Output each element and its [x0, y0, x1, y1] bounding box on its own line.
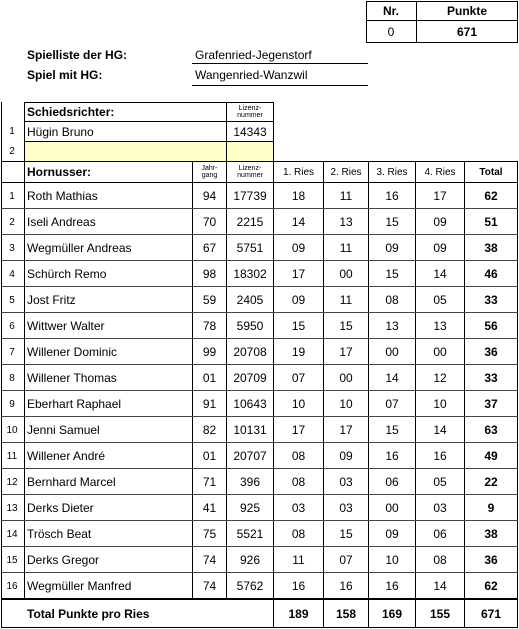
- ries1-score: 14: [291, 215, 306, 229]
- player-index: 4: [9, 268, 15, 280]
- player-year: 41: [202, 501, 217, 515]
- ries3-score: 14: [385, 371, 399, 385]
- ries4-score: 14: [433, 423, 447, 437]
- divider: [192, 63, 368, 64]
- player-index: 9: [9, 398, 15, 410]
- ries3-score: 00: [385, 501, 399, 515]
- player-total: 38: [484, 241, 498, 255]
- referee-index: 1: [9, 126, 15, 137]
- spiel-mit-value: Wangenried-Wanzwil: [195, 68, 308, 82]
- player-name: Trösch Beat: [27, 527, 92, 541]
- referee-index: 2: [9, 146, 15, 157]
- player-index: 16: [6, 580, 18, 592]
- total-ries3: 169: [381, 606, 403, 621]
- ries4-score: 09: [433, 215, 447, 229]
- player-name: Iseli Andreas: [27, 215, 96, 229]
- ries4-score: 10: [433, 397, 447, 411]
- ries2-score: 16: [339, 579, 353, 593]
- ries4-score: 06: [433, 527, 447, 541]
- ries4-score: 05: [433, 293, 447, 307]
- player-total: 51: [484, 215, 498, 229]
- player-license: 5751: [236, 241, 264, 255]
- spielliste-value: Grafenried-Jegenstorf: [195, 48, 312, 62]
- player-name: Schürch Remo: [27, 267, 107, 281]
- player-index: 5: [9, 294, 15, 306]
- player-license: 17739: [233, 189, 267, 203]
- player-license: 5950: [236, 319, 264, 333]
- ries4-score: 05: [433, 475, 447, 489]
- player-name: Wittwer Walter: [27, 319, 105, 333]
- total-ries1: 189: [288, 606, 309, 621]
- ries1-score: 08: [291, 475, 306, 489]
- player-year: 71: [202, 475, 217, 489]
- player-name: Eberhart Raphael: [27, 397, 122, 411]
- player-total: 33: [484, 371, 498, 385]
- player-total: 63: [484, 423, 498, 437]
- ries1-score: 08: [291, 527, 306, 541]
- spielliste-label: Spielliste der HG:: [27, 48, 128, 62]
- player-license: 10131: [233, 423, 267, 437]
- divider: [1, 627, 518, 628]
- nr-label: Nr.: [382, 4, 399, 18]
- player-index: 12: [6, 476, 18, 488]
- ries3-score: 16: [385, 449, 399, 463]
- ries3-score: 16: [385, 189, 399, 203]
- player-license: 18302: [233, 267, 267, 281]
- license-header-line2: nummer: [237, 112, 263, 119]
- player-index: 6: [9, 320, 15, 332]
- total-ries4: 155: [429, 606, 451, 621]
- ries3-header: 3. Ries: [376, 166, 408, 178]
- player-year: 67: [202, 241, 217, 255]
- player-license: 2215: [236, 215, 264, 229]
- player-index: 14: [6, 528, 18, 540]
- player-license: 20709: [233, 371, 267, 385]
- player-year: 99: [202, 345, 217, 359]
- ries4-score: 16: [433, 449, 447, 463]
- player-year: 98: [202, 267, 217, 281]
- ries2-score: 10: [339, 397, 353, 411]
- player-license: 10643: [233, 397, 267, 411]
- ries3-score: 00: [385, 345, 399, 359]
- divider: [366, 42, 518, 43]
- ries2-score: 15: [339, 527, 353, 541]
- ries3-score: 15: [385, 267, 399, 281]
- license-header-line1: Lizenz-: [238, 105, 262, 112]
- ries2-score: 00: [339, 267, 353, 281]
- player-year: 78: [202, 319, 217, 333]
- player-license: 2405: [236, 293, 264, 307]
- ries4-score: 14: [433, 579, 447, 593]
- ries3-score: 06: [385, 475, 399, 489]
- player-year: 74: [202, 553, 217, 567]
- ries4-score: 08: [433, 553, 447, 567]
- ries3-score: 15: [385, 215, 399, 229]
- referee-license: 14343: [233, 124, 267, 139]
- player-total: 22: [484, 475, 498, 489]
- players-title: Hornusser:: [27, 165, 92, 179]
- grand-total: 671: [480, 606, 502, 621]
- ries2-score: 11: [339, 293, 353, 307]
- player-index: 15: [6, 554, 18, 566]
- total-header: Total: [479, 166, 503, 178]
- ries1-header: 1. Ries: [282, 166, 315, 178]
- ries2-score: 07: [339, 553, 353, 567]
- ries2-score: 11: [339, 241, 353, 255]
- ries1-score: 16: [291, 579, 306, 593]
- player-name: Derks Dieter: [27, 501, 94, 515]
- player-total: 33: [484, 293, 498, 307]
- ries2-score: 03: [339, 475, 353, 489]
- referee-license-header: [227, 103, 273, 121]
- ries1-score: 18: [291, 189, 306, 203]
- ries1-score: 17: [291, 267, 306, 281]
- referee-license: [227, 142, 273, 161]
- referee-title: Schiedsrichter:: [27, 105, 115, 119]
- player-name: Wegmüller Andreas: [27, 241, 132, 255]
- ries1-score: 09: [291, 293, 306, 307]
- ries2-header: 2. Ries: [330, 166, 362, 178]
- ries4-score: 09: [433, 241, 447, 255]
- player-total: 36: [484, 345, 498, 359]
- player-license: 5762: [236, 579, 264, 593]
- ries2-score: 17: [339, 345, 353, 359]
- player-index: 1: [9, 190, 15, 202]
- player-year: 01: [202, 449, 217, 463]
- ries3-score: 09: [385, 527, 399, 541]
- player-year: 70: [202, 215, 217, 229]
- ries2-score: 17: [339, 423, 353, 437]
- player-total: 36: [484, 553, 498, 567]
- divider: [192, 85, 368, 86]
- year-header-line1: Jahr-: [201, 165, 218, 172]
- ries2-score: 00: [339, 371, 353, 385]
- player-total: 62: [484, 189, 498, 203]
- player-name: Bernhard Marcel: [27, 475, 116, 489]
- ries4-score: 17: [433, 189, 447, 203]
- ries2-score: 11: [339, 189, 353, 203]
- license-header: [227, 162, 273, 182]
- license-header-line1: Lizenz-: [238, 165, 262, 172]
- player-total: 49: [484, 449, 498, 463]
- player-index: 3: [9, 242, 15, 254]
- ries3-score: 10: [385, 553, 399, 567]
- player-license: 396: [239, 475, 261, 489]
- player-index: 10: [6, 424, 18, 436]
- ries1-score: 11: [292, 553, 305, 567]
- ries1-score: 07: [291, 371, 306, 385]
- ries4-header: 4. Ries: [424, 166, 456, 178]
- player-total: 38: [484, 527, 498, 541]
- ries4-score: 03: [433, 501, 447, 515]
- player-total: 9: [487, 501, 495, 515]
- ries4-score: 13: [433, 319, 447, 333]
- spiel-mit-label: Spiel mit HG:: [27, 68, 103, 82]
- ries1-score: 03: [291, 501, 306, 515]
- player-name: Wegmüller Manfred: [27, 579, 132, 593]
- ries1-score: 17: [291, 423, 306, 437]
- ries1-score: 15: [291, 319, 306, 333]
- referee-name: Hügin Bruno: [27, 124, 94, 139]
- player-name: Roth Mathias: [27, 189, 98, 203]
- player-year: 94: [202, 189, 217, 203]
- divider: [273, 102, 274, 162]
- player-year: 82: [202, 423, 217, 437]
- player-name: Jost Fritz: [27, 293, 76, 307]
- player-license: 5521: [236, 527, 264, 541]
- divider: [24, 102, 25, 162]
- divider: [517, 1, 518, 43]
- player-name: Willener Thomas: [27, 371, 117, 385]
- ries2-score: 09: [339, 449, 353, 463]
- player-total: 62: [484, 579, 498, 593]
- player-year: 59: [202, 293, 217, 307]
- ries3-score: 13: [385, 319, 399, 333]
- ries1-score: 10: [291, 397, 306, 411]
- player-year: 91: [202, 397, 217, 411]
- player-year: 01: [202, 371, 217, 385]
- year-header: [193, 162, 226, 182]
- player-license: 925: [239, 501, 261, 515]
- player-license: 20707: [233, 449, 267, 463]
- punkte-label: Punkte: [446, 4, 487, 18]
- ries4-score: 14: [433, 267, 447, 281]
- player-name: Derks Gregor: [27, 553, 100, 567]
- player-name: Willener Dominic: [27, 345, 118, 359]
- player-name: Willener André: [27, 449, 106, 463]
- player-year: 74: [202, 579, 217, 593]
- ries3-score: 08: [385, 293, 399, 307]
- year-header-line2: gang: [201, 172, 218, 179]
- ries3-score: 16: [385, 579, 399, 593]
- license-header-line2: nummer: [237, 172, 263, 179]
- player-total: 46: [484, 267, 498, 281]
- ries3-score: 07: [385, 397, 399, 411]
- player-index: 8: [9, 372, 15, 384]
- punkte-value: 671: [456, 24, 478, 39]
- player-total: 37: [484, 397, 498, 411]
- divider: [517, 162, 518, 628]
- ries4-score: 12: [433, 371, 447, 385]
- player-license: 20708: [233, 345, 267, 359]
- ries1-score: 09: [291, 241, 306, 255]
- player-total: 56: [484, 319, 498, 333]
- player-index: 2: [9, 216, 15, 228]
- ries4-score: 00: [433, 345, 447, 359]
- ries3-score: 09: [385, 241, 399, 255]
- ries1-score: 19: [291, 345, 306, 359]
- nr-value: 0: [387, 24, 395, 39]
- player-index: 11: [6, 450, 18, 462]
- player-index: 7: [9, 346, 15, 358]
- ries3-score: 15: [385, 423, 399, 437]
- ries1-score: 08: [291, 449, 306, 463]
- player-year: 75: [202, 527, 217, 541]
- total-ries2: 158: [335, 606, 357, 621]
- ries2-score: 15: [339, 319, 353, 333]
- player-index: 13: [6, 502, 18, 514]
- player-name: Jenni Samuel: [27, 423, 100, 437]
- ries2-score: 03: [339, 501, 353, 515]
- ries2-score: 13: [339, 215, 353, 229]
- totals-label: Total Punkte pro Ries: [27, 606, 150, 621]
- player-license: 926: [239, 553, 261, 567]
